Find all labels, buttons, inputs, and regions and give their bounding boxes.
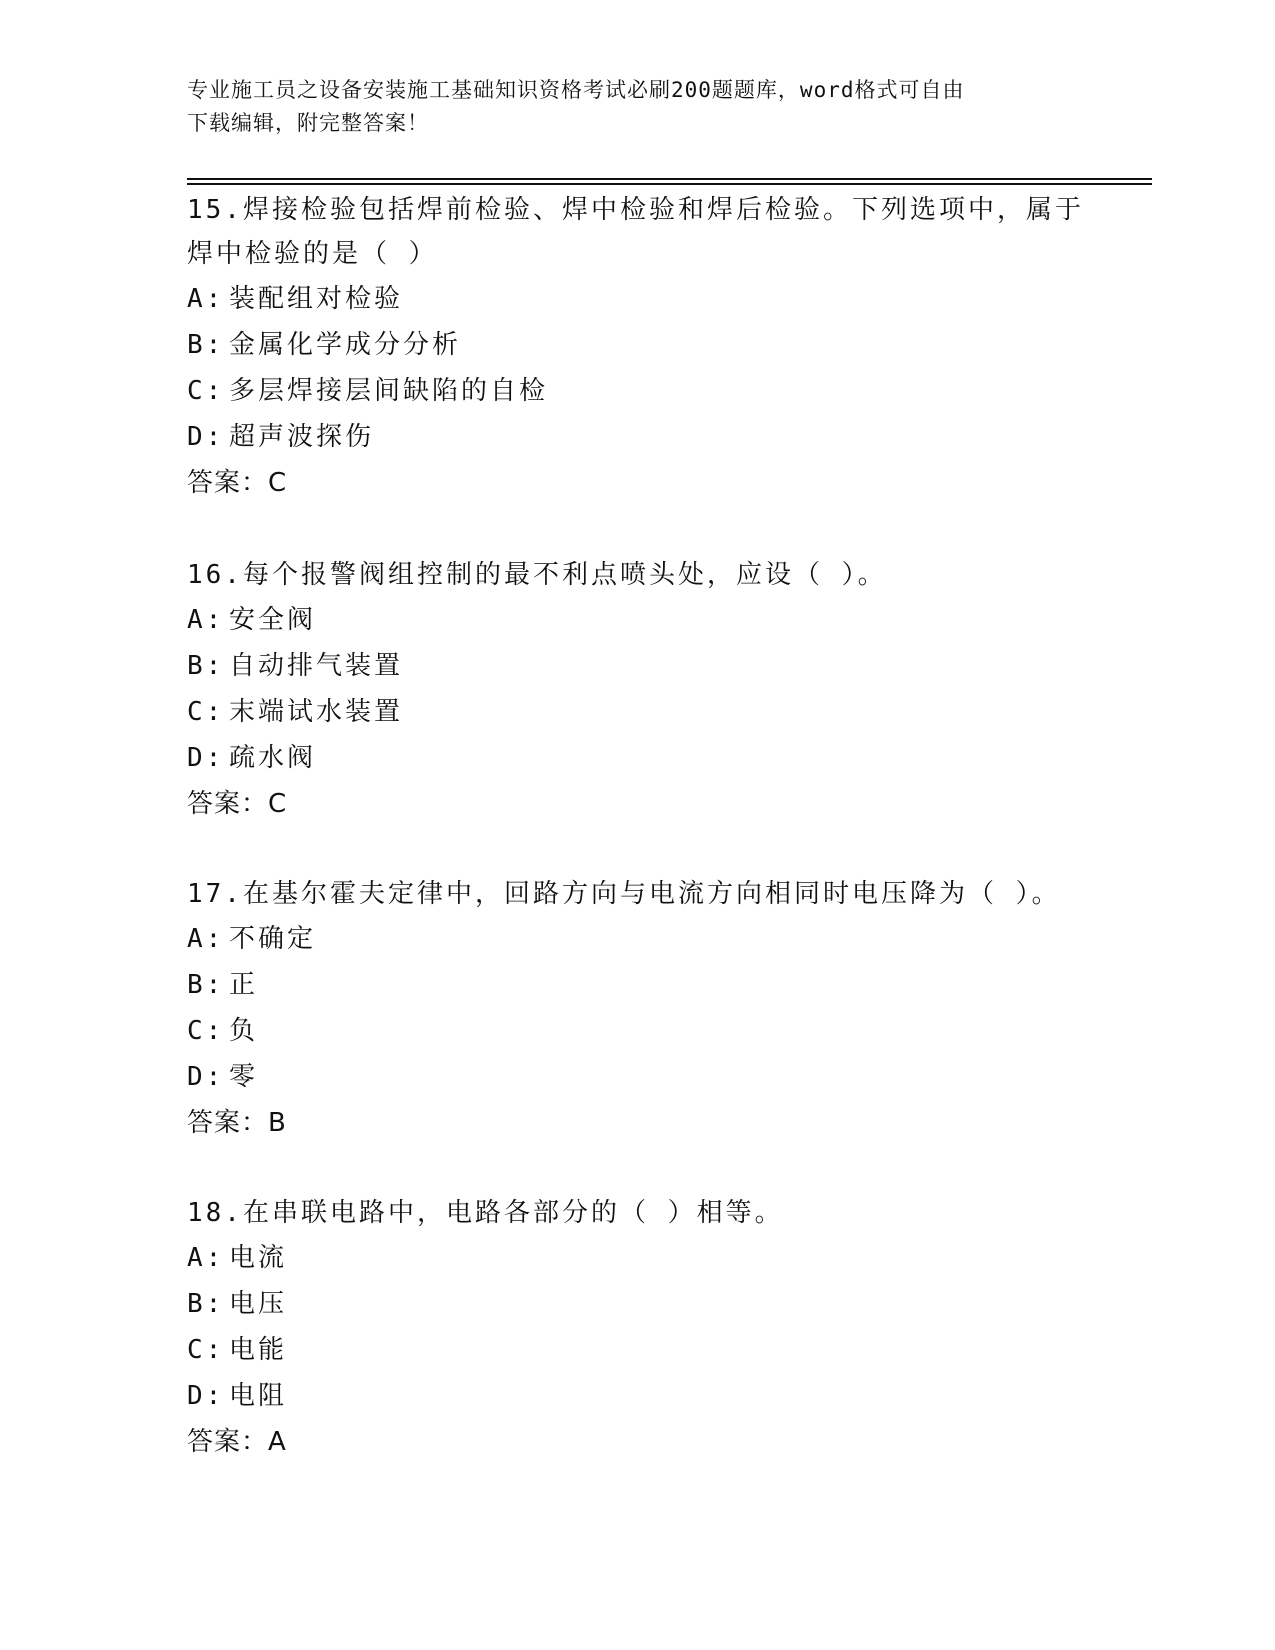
option-key: C: [187, 697, 225, 727]
option-text: 自动排气装置 [229, 651, 404, 681]
option-a [187, 916, 1087, 962]
option-a [187, 276, 1087, 322]
option-text: 金属化学成分分析 [229, 330, 462, 360]
header-line-2: 下载编辑，附完整答案！ [187, 111, 429, 135]
option-d [187, 1054, 1087, 1100]
option-key: C: [187, 376, 225, 406]
option-text: 末端试水装置 [229, 697, 404, 727]
option-text: 装配组对检验 [229, 284, 404, 314]
option-a [187, 597, 1087, 643]
question-15 [187, 188, 1087, 506]
header-divider-bottom [187, 183, 1152, 185]
header-divider-top [187, 178, 1152, 180]
question-text [187, 188, 1087, 276]
question-line-1: 17.在基尔霍夫定律中，回路方向与电流方向相同时电压降为（ ）。 [187, 879, 1061, 909]
option-text: 安全阀 [229, 605, 317, 635]
option-c [187, 1008, 1087, 1054]
option-text: 超声波探伤 [229, 422, 375, 452]
option-key: D: [187, 422, 225, 452]
question-text [187, 872, 1087, 916]
option-key: B: [187, 970, 225, 1000]
option-key: A: [187, 1243, 225, 1273]
option-text: 电能 [229, 1335, 288, 1365]
option-text: 疏水阀 [229, 743, 317, 773]
option-key: D: [187, 743, 225, 773]
option-key: B: [187, 330, 225, 360]
option-text: 电压 [229, 1289, 288, 1319]
option-b [187, 962, 1087, 1008]
option-text: 正 [229, 970, 259, 1000]
option-text: 电流 [229, 1243, 288, 1273]
option-a [187, 1235, 1087, 1281]
answer-line: 答案：A [187, 1427, 287, 1457]
header-line-1: 专业施工员之设备安装施工基础知识资格考试必刷200题题库，word格式可自由 [187, 78, 965, 102]
question-16 [187, 553, 1087, 827]
option-text: 多层焊接层间缺陷的自检 [229, 376, 549, 406]
option-key: C: [187, 1335, 225, 1365]
option-c [187, 1327, 1087, 1373]
option-c [187, 368, 1087, 414]
option-c [187, 689, 1087, 735]
option-text: 零 [229, 1062, 259, 1092]
option-key: A: [187, 924, 225, 954]
question-line-1: 15.焊接检验包括焊前检验、焊中检验和焊后检验。下列选项中，属于 [187, 195, 1084, 225]
answer-line: 答案：B [187, 1108, 287, 1138]
question-17 [187, 872, 1087, 1146]
option-key: A: [187, 605, 225, 635]
question-line-1: 16.每个报警阀组控制的最不利点喷头处，应设（ ）。 [187, 560, 887, 590]
answer-line: 答案：C [187, 789, 288, 819]
option-key: B: [187, 651, 225, 681]
option-b [187, 322, 1087, 368]
option-d [187, 414, 1087, 460]
option-key: C: [187, 1016, 225, 1046]
option-key: D: [187, 1381, 225, 1411]
question-line-2: 焊中检验的是（ ） [187, 239, 438, 269]
question-18 [187, 1191, 1087, 1465]
option-text: 负 [229, 1016, 259, 1046]
question-line-1: 18.在串联电路中，电路各部分的（ ）相等。 [187, 1198, 784, 1228]
option-key: D: [187, 1062, 225, 1092]
option-d [187, 735, 1087, 781]
answer-line: 答案：C [187, 468, 288, 498]
option-b [187, 643, 1087, 689]
document-header [187, 74, 1067, 140]
option-key: B: [187, 1289, 225, 1319]
option-b [187, 1281, 1087, 1327]
option-key: A: [187, 284, 225, 314]
option-text: 电阻 [229, 1381, 288, 1411]
option-text: 不确定 [229, 924, 317, 954]
option-d [187, 1373, 1087, 1419]
question-text [187, 553, 1087, 597]
question-text [187, 1191, 1087, 1235]
